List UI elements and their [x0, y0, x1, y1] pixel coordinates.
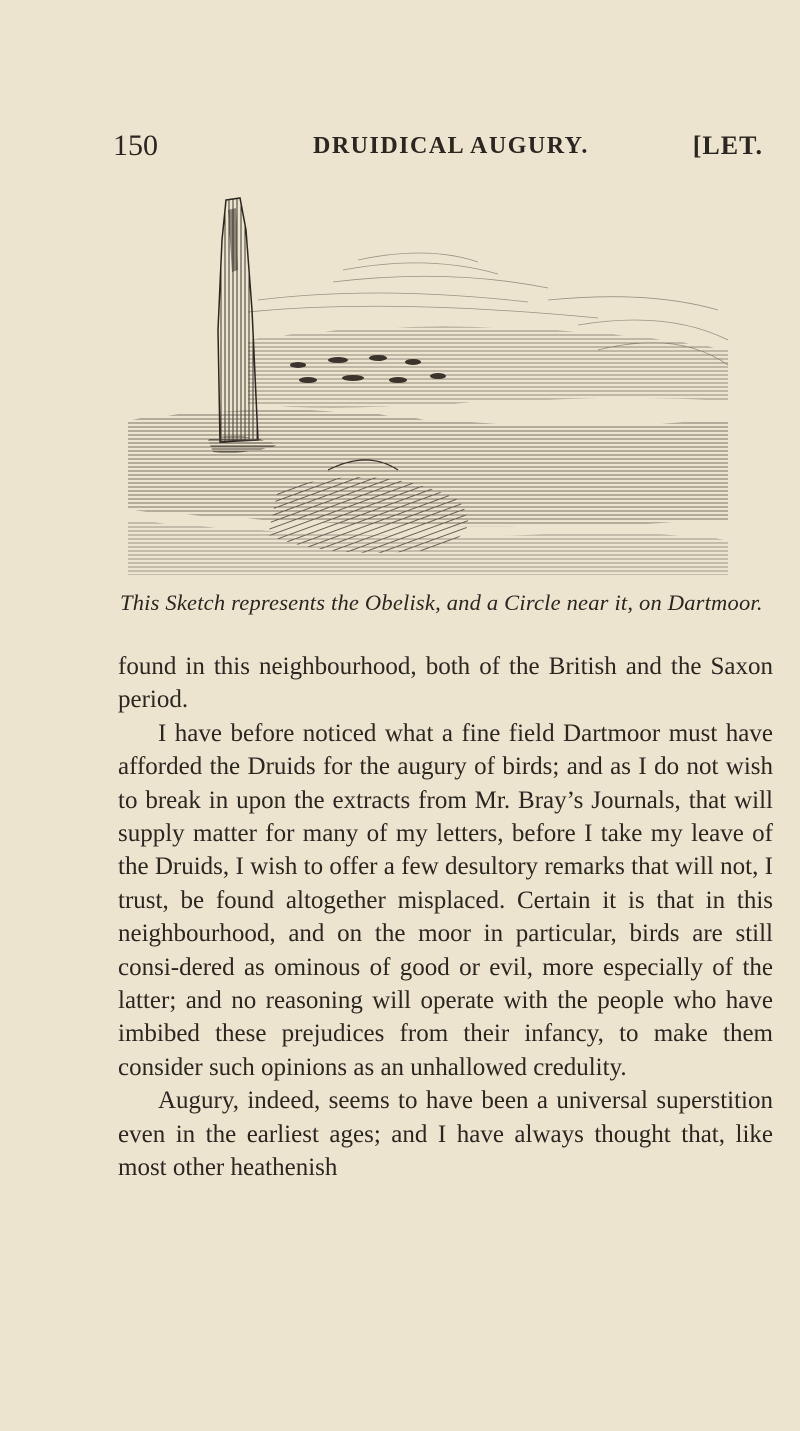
paragraph: Augury, indeed, seems to have been a universal superstition even in the earliest ages; and I have always thought that, like most other heathenish: [118, 1087, 773, 1182]
paragraph: I have before noticed what a fine field Dartmoor must have afforded the Druids for the augury of birds; and as I do not wish to break in upon the extracts from Mr. Bray’s Journals, that will supply matter for many of my letters, before I take my leave of the Druids, I wish to offer a few desultory remarks that will not, I trust, be found altogether misplaced. Certain it is that in this neighbourhood, and on the moor in particular, birds are still consi-dered as ominous of good or evil, more especially of the latter; and no reasoning will operate with the people who have imbibed these prejudices from their infancy, to make them consider such opinions as an unhallowed credulity.: [118, 719, 773, 1081]
section-marker: [LET.: [692, 131, 763, 160]
running-title: DRUIDICAL AUGURY.: [313, 133, 589, 159]
figure-caption: This Sketch represents the Obelisk, and a Circle near it, on Dartmoor.: [120, 590, 763, 615]
obelisk-circle-engraving: [128, 190, 728, 575]
body-text: [118, 650, 773, 1185]
obelisk: [218, 198, 258, 442]
page-number: 150: [113, 129, 158, 162]
distant-ridge: [248, 327, 728, 408]
paragraph: found in this neighbourhood, both of the British and the Saxon period.: [118, 653, 773, 714]
page-header: [113, 128, 763, 168]
